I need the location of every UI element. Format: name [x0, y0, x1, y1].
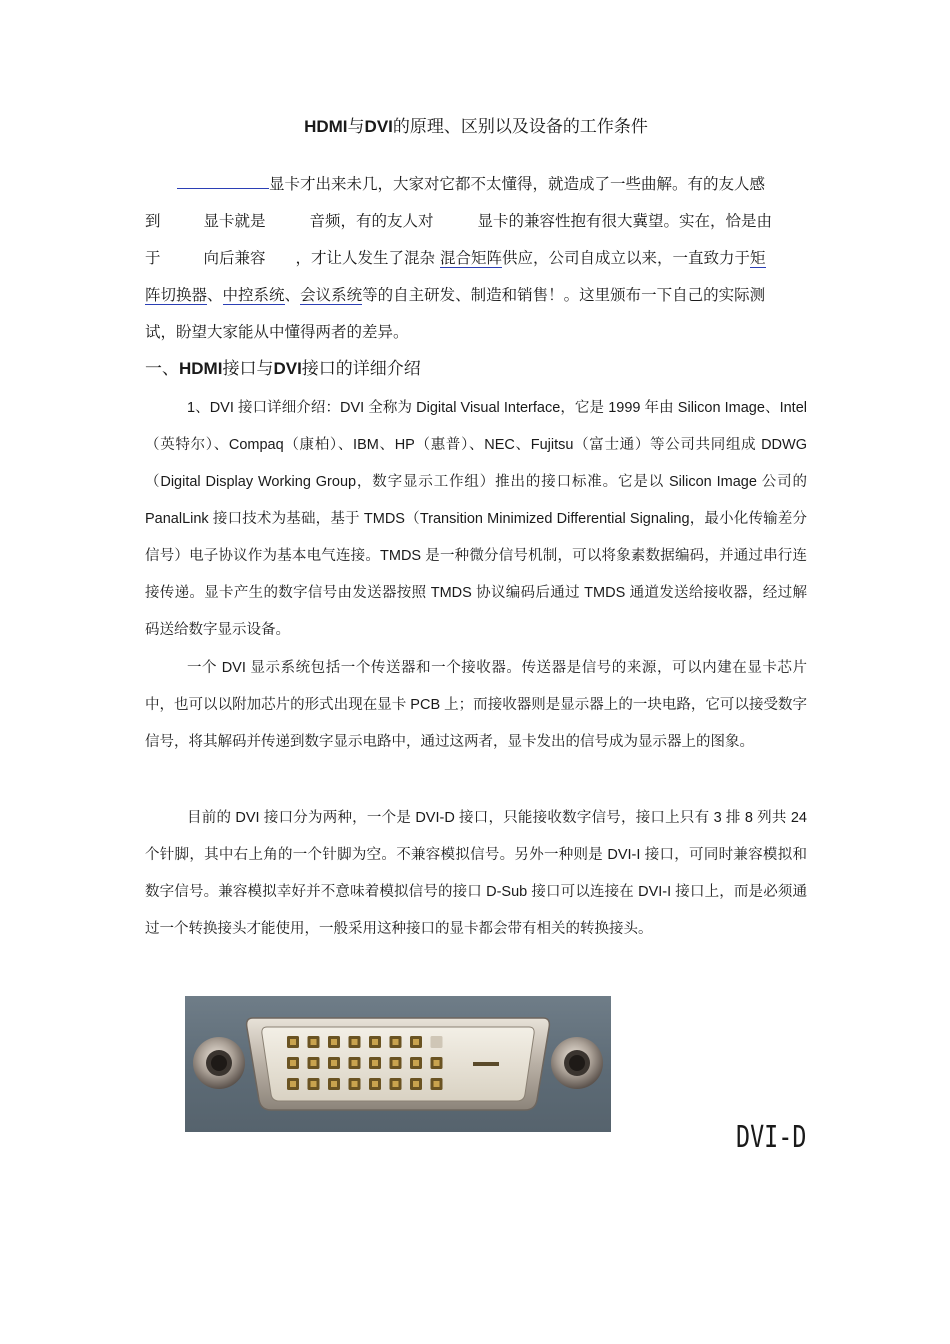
pin-contact	[434, 1081, 440, 1087]
heading-prefix: 一、	[145, 359, 179, 379]
blank-underline	[177, 170, 269, 189]
dvi-connector-illustration	[185, 996, 611, 1132]
pin-contact	[393, 1060, 399, 1066]
pin-contact	[372, 1039, 378, 1045]
intro-text: 于	[145, 249, 161, 267]
paragraph-text: 目前的 DVI 接口分为两种，一个是 DVI-D 接口，只能接收数字信号，接口上只有 3 排 8 列共 24 个针脚，其中右上角的一个针脚为空。不兼容模拟信号。另外一种则是 DVI-I 接口，可同时兼容模拟和数字信号。兼容模拟幸好并不意味着模拟信号的接口 D-Sub 接口可以连接在 DVI-I 接口上，而是必须通过一个转换接头才能使用，一般采用这种接口的显卡都会带有相关的转换接头。	[145, 810, 807, 937]
paragraph-dvi-intro	[145, 390, 807, 649]
pin-contact	[290, 1060, 296, 1066]
pin-contact	[413, 1081, 419, 1087]
pin-contact	[311, 1060, 317, 1066]
intro-text: ，才让人发生了混杂	[295, 249, 436, 267]
pin-contact	[372, 1081, 378, 1087]
link-control-system[interactable]: 中控系统	[222, 286, 285, 304]
pin-contact	[331, 1039, 337, 1045]
heading-mid: 接口与	[222, 359, 274, 379]
dvi-d-connector-photo	[185, 996, 611, 1132]
intro-text: 显卡就是	[203, 212, 266, 230]
intro-separator: 、	[284, 286, 301, 304]
heading-dvi: DVI	[273, 359, 302, 378]
title-mid: 与	[347, 117, 365, 137]
section-heading-1	[145, 355, 421, 383]
link-conference-system[interactable]: 会议系统	[300, 286, 363, 304]
pin-contact	[311, 1039, 317, 1045]
paragraph-dvi-system	[145, 650, 807, 761]
paragraph-dvi-types	[145, 800, 807, 948]
pin-contact	[372, 1060, 378, 1066]
intro-text: 向后兼容	[203, 249, 266, 267]
intro-text: 试，盼望大家能从中懂得两者的差异。	[145, 323, 409, 341]
intro-text: 供应，公司自成立以来，一直致力于	[502, 249, 751, 267]
paragraph-text: 1、DVI 接口详细介绍：DVI 全称为 Digital Visual Interface，它是 1999 年由 Silicon Image、Intel（英特尔）、Compaq（康柏）、IBM、HP（惠普）、NEC、Fujitsu（富士通）等公司共同组成 DDWG（Digital Display Working Group，数字显示工作组）推出的接口标准。它是以 Silicon Image 公司的 PanalLink 接口技术为基础，基于 TMDS（Transition Minimized Differential Signaling，最小化传输差分信号）电子协议作为基本电气连接。TMDS 是一种微分信号机制，可以将象素数据编码，并通过串行连接传递。显卡产生的数字信号由发送器按照 TMDS 协议编码后通过 TMDS 通道发送给接收器，经过解码送给数字显示设备。	[145, 400, 807, 638]
flat-blade-pin	[473, 1062, 499, 1066]
right-screw-icon	[551, 1037, 603, 1089]
document-title	[145, 115, 807, 139]
pin-contact	[352, 1039, 358, 1045]
pin-contact	[352, 1081, 358, 1087]
pin-contact	[413, 1039, 419, 1045]
pin-contact	[290, 1039, 296, 1045]
intro-paragraph	[145, 166, 807, 351]
pin-contact	[393, 1081, 399, 1087]
pin-contact	[434, 1060, 440, 1066]
intro-text: 到	[145, 212, 161, 230]
pin-contact	[393, 1039, 399, 1045]
intro-text: 音频，有的友人对	[309, 212, 434, 230]
pin-contact	[331, 1060, 337, 1066]
link-matrix-switcher-b[interactable]: 阵切换器	[145, 286, 208, 304]
pin-contact	[311, 1081, 317, 1087]
pin-contact	[413, 1060, 419, 1066]
pin-contact	[290, 1081, 296, 1087]
intro-text: 等的自主研发、制造和销售！。这里颁布一下自己的实际测	[362, 286, 766, 304]
title-rest: 的原理、区别以及设备的工作条件	[392, 117, 648, 137]
empty-pin-hole	[431, 1036, 443, 1048]
pin-contact	[331, 1081, 337, 1087]
figure-caption: DVI-D	[736, 1120, 807, 1155]
pin-contact	[352, 1060, 358, 1066]
intro-separator: 、	[207, 286, 223, 304]
left-screw-icon	[193, 1037, 245, 1089]
paragraph-text: 一个 DVI 显示系统包括一个传送器和一个接收器。传送器是信号的来源，可以内建在显卡芯片中，也可以以附加芯片的形式出现在显卡 PCB 上；而接收器则是显示器上的一块电路，它可以接受数字信号，将其解码并传递到数字显示电路中，通过这两者，显卡发出的信号成为显示器上的图象。	[145, 660, 807, 750]
title-hdmi: HDMI	[304, 117, 348, 136]
title-dvi: DVI	[364, 117, 393, 136]
intro-text: 显卡的兼容性抱有很大冀望。实在，恰是由	[477, 212, 773, 230]
heading-hdmi: HDMI	[179, 359, 223, 378]
link-matrix-switcher-a[interactable]: 矩	[750, 249, 766, 267]
heading-rest: 接口的详细介绍	[301, 359, 421, 379]
link-mixed-matrix[interactable]: 混合矩阵	[439, 249, 502, 267]
intro-line-1: 显卡才出来未几，大家对它都不太懂得，就造成了一些曲解。有的友人感	[269, 175, 766, 193]
